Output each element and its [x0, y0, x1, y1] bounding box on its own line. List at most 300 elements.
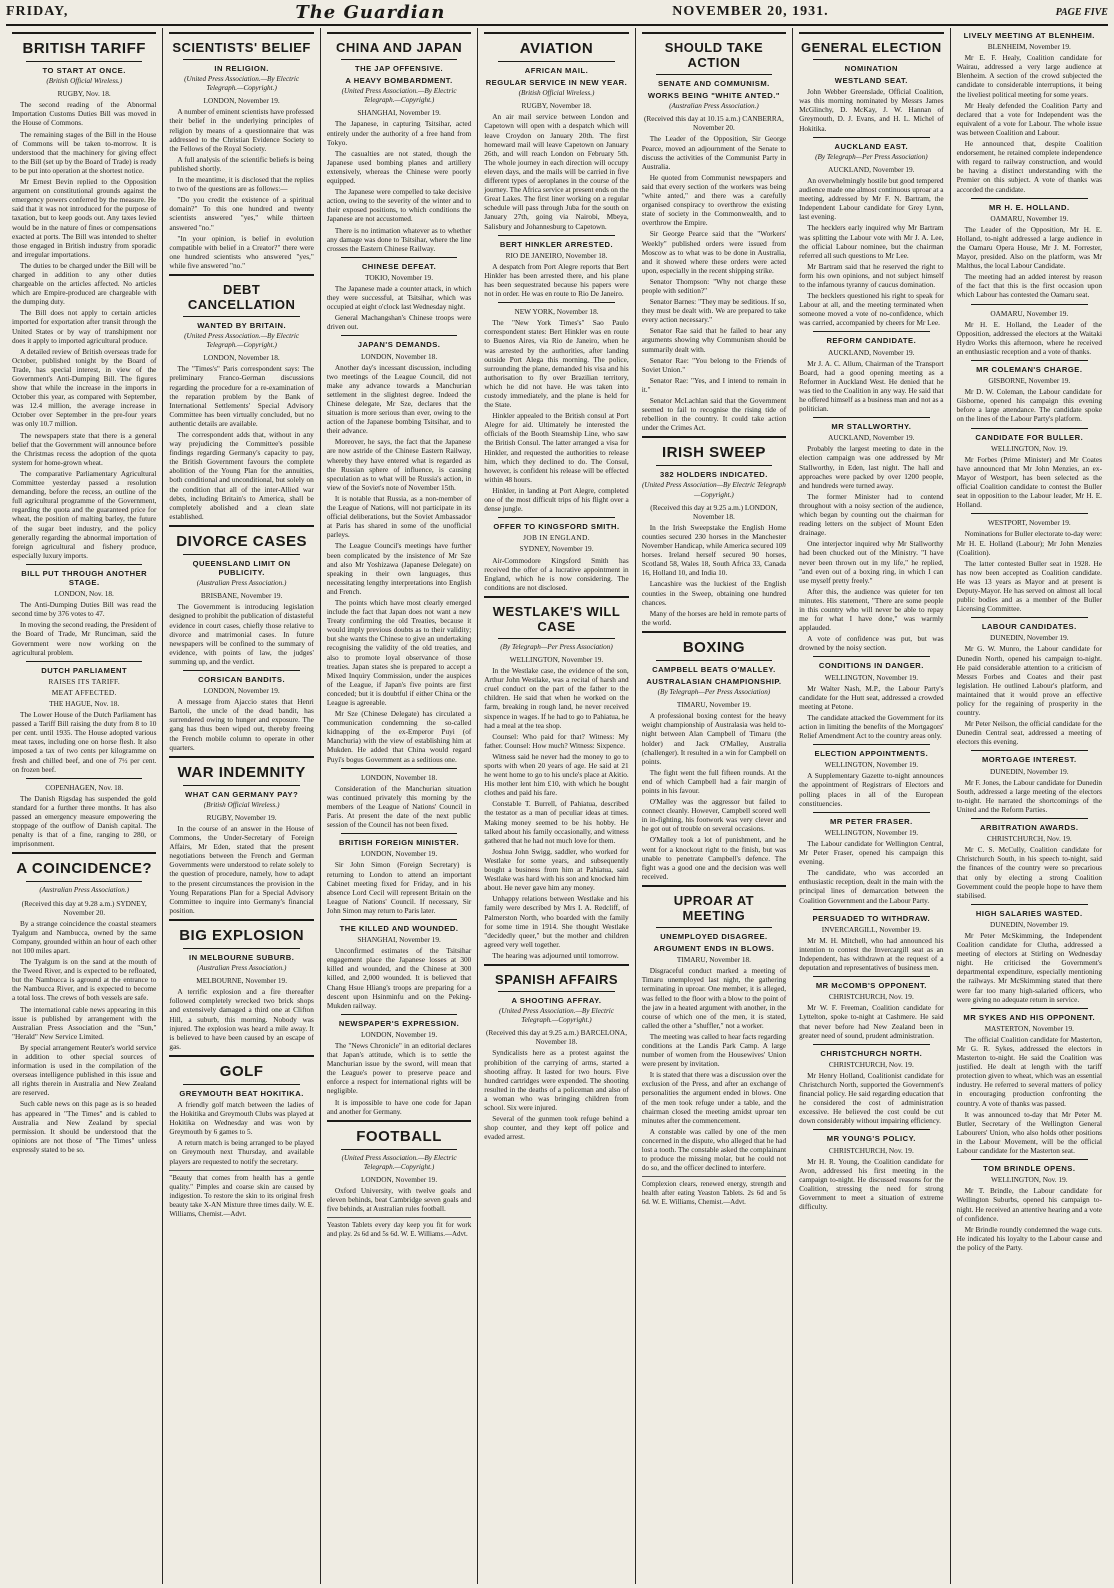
article-source: (By Telegraph—Per Press Association) — [815, 152, 928, 161]
article — [957, 513, 1102, 613]
article-dateline: SYDNEY, November 19. — [519, 544, 594, 554]
article — [957, 1159, 1102, 1252]
article-paragraph: The hecklers questioned his right to speak for Labour at all, and the meeting terminated when someone moved a vote of no-confidence, which was carried, accompanied by cheers for Mr Lee. — [799, 291, 944, 328]
article-subhead: QUEENSLAND LIMIT ON PUBLICITY. — [192, 558, 291, 578]
article-headline: UPROAR AT MEETING — [673, 892, 755, 923]
divider — [341, 833, 457, 834]
article-subhead: ARGUMENT ENDS IN BLOWS. — [653, 944, 775, 954]
article-subhead: TO START AT ONCE. — [42, 66, 126, 75]
divider — [183, 1084, 299, 1085]
divider — [341, 1149, 457, 1150]
article-subhead: AFRICAN MAIL. — [524, 66, 589, 75]
article-dateline: COPENHAGEN, Nov. 18. — [45, 782, 124, 792]
divider — [169, 1055, 313, 1057]
article-subhead: CHRISTCHURCH NORTH. — [820, 1048, 923, 1058]
article — [169, 670, 313, 752]
article-paragraph: A number of eminent scientists have professed their belief in the underlying principles of religion by means of a questionnaire that was addressed to the Christian Evidence Society to the Fellows of the Royal Society. — [169, 107, 314, 153]
article-dateline: WELLINGTON, November 19. — [824, 672, 919, 682]
article-headline: BRITISH TARIFF — [22, 40, 146, 57]
article-paragraph: Mr Healy defended the Coalition Party and declared that a vote for Independent was the equivalent of a vote for Labour. The whole issue was between Coalition and Labour. — [956, 100, 1102, 137]
article-paragraph: Mr Peter Neilson, the official candidate for the Dunedin Central seat, addressed a meeting of electors this evening. — [956, 719, 1102, 747]
article — [957, 360, 1102, 424]
article — [642, 436, 786, 627]
article-subhead: BRITISH FOREIGN MINISTER. — [339, 838, 460, 848]
article — [957, 428, 1102, 510]
article — [327, 257, 471, 332]
article-dateline: LONDON, November 19. — [203, 686, 280, 696]
article-dateline: LONDON, November 18. — [203, 353, 280, 363]
article-subhead: ELECTION APPOINTMENTS. — [814, 749, 929, 759]
article-paragraph: A terrific explosion and a fire thereafter followed completely wrecked two brick shops and extensively damaged a third one at Clifton Hill, a suburb, this morning. Nobody was injured. The explosion was heard a mile away. It is believed to have been caused by an escape of gas. — [169, 987, 314, 1051]
article-paragraph: A detailed review of British overseas trade for October, published tonight by the Board of Trade, has special interest, in view of the Government's Anti-Dumping Bill. The figures show that while the increase in the imports in October this year, as compared with September, was 12.4 million, the average increase in October over September in the pre-four years was only 10.7 million. — [12, 346, 157, 429]
article-subhead: BERT HINKLER ARRESTED. — [499, 239, 614, 249]
article-paragraph: Moreover, he says, the fact that the Japanese are now astride of the Chinese Eastern Railway, whereby they have entered what is regarded as the Russian sphere of influence, is causing speculation as to what will be Russia's action, in view of the Soviet's note of November 15th. — [326, 437, 472, 492]
article-dateline: CHRISTCHURCH, Nov. 19. — [986, 834, 1072, 844]
divider — [971, 750, 1088, 751]
article — [327, 768, 471, 830]
article-paragraph: Mr D. W. Coleman, the Labour candidate for Gisborne, opened his campaign this evening before a large attendance. The candidate spoke on the lines of the Labour Party's platform. — [956, 387, 1102, 424]
article-dateline: DUNEDIN, November 19. — [989, 633, 1069, 643]
article-paragraph: "In your opinion, is belief in evolution compatible with belief in a Creator?" there were one hundred scientists who answered "yes," while five answered "no." — [169, 233, 314, 270]
divider — [656, 660, 772, 661]
masthead-date: NOVEMBER 20, 1931. — [672, 4, 829, 19]
divider — [813, 331, 929, 332]
divider — [971, 904, 1088, 905]
article-paragraph: A despatch from Port Alegre reports that Bert Hinkler has been arrested there, and his plane has been sequestrated because his papers were not in order. He was en route to Rio De Janeiro. — [484, 261, 629, 299]
article-dateline: SHANGHAI, November 19. — [357, 108, 441, 118]
article-paragraph: He quoted from Communist newspapers and said that every section of the workers was being "white anted," and there was a carefully organised conspiracy to overthrow the existing state of society in the Commonwealth, and to overthrow the Empire. — [641, 172, 787, 228]
article-paragraph: Senator McLachlan said that the Government seemed to fail to recognise the rising tide of rebellion in the country. It could take action under the Crimes Act. — [641, 396, 787, 433]
article-subhead: MORTGAGE INTEREST. — [981, 755, 1077, 765]
divider — [341, 257, 457, 258]
article-headline: BIG EXPLOSION — [179, 926, 305, 944]
article-dateline: LONDON, Nov. 18. — [54, 589, 114, 599]
divider — [183, 670, 299, 671]
article-dateline: CHRISTCHURCH, Nov. 19. — [828, 1145, 914, 1155]
article-paragraph: The meeting was called to hear facts regarding conditions at the Landis Park Camp. A large number of women from the Housewives' Union were present by invitation. — [641, 1031, 787, 1069]
divider — [971, 428, 1088, 429]
divider — [26, 778, 142, 779]
article-paragraph: The Japanese were compelled to take decisive action, owing to the severity of the winter and to their exposed positions, to which conditions the Japanese are not accustomed. — [326, 187, 472, 224]
article-paragraph: In moving the second reading, the President of the Board of Trade, Mr Runciman, said the Government were now working on the agricultural problem. — [12, 620, 157, 657]
article-subhead: IN MELBOURNE SUBURB. — [188, 952, 295, 962]
article-subhead: AUSTRALASIAN CHAMPIONSHIP. — [646, 676, 782, 686]
column-6 — [793, 28, 950, 1584]
article — [169, 756, 313, 915]
article-paragraph: Oxford University, with twelve goals and eleven behinds, beat Cambridge seven goals and five behinds, at Australian rules football. — [326, 1186, 472, 1214]
article-paragraph: Mr Sze (Chinese Delegate) has circulated a communication condemning the so-called kidnapping of the ex-Emperor Puyi (of Manchuria) with the view of establishing him at Mukden. He added that China would regard Puyi's bogus Government as a seditious one. — [326, 709, 472, 764]
divider — [971, 304, 1088, 305]
divider — [813, 59, 929, 60]
divider — [12, 852, 156, 854]
article — [799, 656, 943, 740]
divider — [498, 61, 614, 62]
divider — [341, 1014, 457, 1015]
article-subhead: REGULAR SERVICE IN NEW YEAR. — [485, 78, 628, 88]
article-paragraph: Mr W. F. Freeman, Coalition candidate for Lyttelton, spoke to-night at Cashmere. He said that never before had New Zealand been in greater need of sound, prudent administration. — [799, 1003, 944, 1040]
divider — [971, 360, 1088, 361]
masthead-paper-title: The Guardian — [295, 1, 446, 23]
article-source: (United Press Association.—By Electric Telegraph.—Copyright.) — [341, 1153, 457, 1171]
article-paragraph: Many of the horses are held in remote parts of the world. — [641, 608, 787, 627]
article — [484, 596, 628, 960]
article — [12, 852, 156, 1154]
divider — [341, 59, 457, 60]
article-subhead: SENATE AND COMMUNISM. — [658, 79, 770, 88]
article-source: (By Telegraph—Per Press Association) — [657, 688, 771, 697]
article-dateline: BLENHEIM, November 19. — [987, 42, 1071, 52]
article-dateline: (Received this day at 9.25 a.m.) LONDON, November 18. — [650, 502, 778, 521]
divider — [169, 525, 313, 527]
article-subhead: NOMINATION — [844, 64, 899, 73]
article-subhead: NEWSPAPER'S EXPRESSION. — [338, 1018, 460, 1028]
article — [484, 964, 628, 1141]
divider — [971, 617, 1088, 618]
advertisement: "Beauty that comes from health has a gentle quality." Pimples and coarse skin are caused by indigestion. To restore the skin to its original fresh beauty take X-AN Mixture three times daily. W. E. Williams, Chemist.—Advt. — [169, 1170, 313, 1219]
article-paragraph: Consideration of the Manchurian situation was continued privately this morning by the members of the League of Nations' Council in Paris. At present the date of the next public session of the Council has not been fixed. — [326, 783, 472, 830]
article-paragraph: O'Malley took a lot of punishment, and he went for a knockout right to the finish, but was unable to penetrate Campbell's defence. The fight was a good one and the decision was well received. — [641, 835, 787, 881]
divider — [169, 756, 313, 758]
article-paragraph: The "News Chronicle" in an editorial declares that Japan's attitude, which is to settle the Manchurian issue by the sword, will mean that the League's power to preserve peace and enforce a respect for international rights will be negligible. — [326, 1041, 472, 1096]
divider — [813, 417, 929, 418]
article-subhead: MR YOUNG'S POLICY. — [826, 1134, 916, 1144]
article-paragraph: Mr Henry Holland, Coalitionist candidate for Christchurch North, supported the Government's financial policy. He said regarding education that he considered the cost of administration excessive. He believed the cost could be cut down considerably without impairing efficiency. — [799, 1070, 944, 1126]
article-paragraph: Mr Ernest Bevin replied to the Opposition argument on constitutional grounds against the emergency powers conferred by the measure. He said that it was not introduced for the purpose of taxation, but to keep goods out. Any taxes levied would be in the nature of fines or compensations exacted at ports. The Bill was intended to shelter those engaged in British industry from sporadic and irregular importations. — [12, 177, 157, 259]
masthead-page-number: PAGE FIVE — [1055, 6, 1108, 18]
divider — [813, 1044, 929, 1045]
article-paragraph: The casualties are not stated, though the Japanese used bombing planes and artillery extensively, whereas the Chinese were poorly equipped. — [326, 148, 472, 186]
article-dateline: WELLINGTON, November 19. — [824, 760, 919, 770]
article-dateline: DUNEDIN, November 19. — [989, 766, 1069, 776]
article-paragraph: He announced that, despite Coalition endorsement, he retained complete independence with regard to railway construction, and would be having a distinct understanding with the Premier on this subject. A vote of thanks was accorded the candidate. — [956, 139, 1102, 194]
article-dateline: LONDON, November 18. — [360, 772, 438, 782]
column-7 — [951, 28, 1108, 1584]
article-paragraph: The former Minister had to contend throughout with a noisy section of the audience, which began by counting out the chairman for reading letters on the subject of Mount Eden drainage. — [799, 491, 944, 538]
article-paragraph: Mr H. E. Holland, the Leader of the Opposition, addressed the electors at the Waitaki Hydro Works this afternoon, where he received an enthusiastic reception and a vote of thanks. — [956, 319, 1102, 356]
article-paragraph: Senator Thompson: "Why not charge these people with sedition?" — [641, 276, 787, 295]
divider — [498, 991, 614, 992]
article-headline: WESTLAKE'S WILL CASE — [492, 603, 621, 634]
article — [957, 31, 1102, 194]
article — [799, 32, 943, 133]
divider — [26, 881, 142, 882]
article-paragraph: The fight went the full fifteen rounds. At the end of which Campbell had a fair margin of points in his favour. — [641, 767, 787, 795]
article-dateline: INVERCARGILL, November 19. — [821, 924, 921, 934]
article — [169, 1055, 313, 1166]
article-paragraph: Constable T. Burrell, of Pahiatua, described the testator as a man of peculiar ideas at times. Making money seemed to be his hobby. He talked about his family occasionally, and witness gathered that he had not much love for them. — [484, 799, 629, 845]
article-subhead: PERSUADED TO WITHDRAW. — [812, 913, 931, 923]
article-paragraph: Mr M. H. Mitchell, who had announced his intention to contest the Invercargill seat as an Independent, has withdrawn at the request of a deputation and representatives of business men. — [799, 935, 944, 973]
article-paragraph: It is stated that there was a discussion over the exclusion of the Press, and after an exchange of personalities the argument ended in blows. One of the men took refuge under a table, and the chairman closed the meeting amidst uproar ten minutes after the commencement. — [641, 1070, 787, 1125]
article-headline: SPANISH AFFAIRS — [494, 971, 619, 987]
article-subhead: GREYMOUTH BEAT HOKITIKA. — [179, 1088, 304, 1098]
article-subhead: DUTCH PARLIAMENT — [41, 665, 128, 675]
article-paragraph: Senator Barnes: "They may be seditious. If so, they must be dealt with. We are prepared to take every action necessary." — [641, 297, 787, 325]
article-headline: GOLF — [219, 1062, 264, 1080]
article-paragraph: The official Coalition candidate for Masterton, Mr G. R. Sykes, addressed the electors in Masterton to-night. He said the Coalition was justified. He dealt at length with the tariff protection given to wheat, which was an essential industry. He referred to several matters of policy in encouraging production confronting the country. A vote of thanks was passed. — [956, 1034, 1102, 1108]
article-subhead: WORKS BEING "WHITE ANTED." — [647, 91, 780, 101]
article-subhead: CONDITIONS IN DANGER. — [818, 661, 924, 671]
article-paragraph: Unconfirmed estimates of the Tsitsihar engagement place the Japanese losses at 300 killed and wounded, and the Chinese at 300 killed, and 2,000 wounded. It is believed that Chang Hsue Hliang's troops are preparing for a descent upon Hsinminfu and on the Peking-Mukden railway. — [326, 946, 472, 1010]
article-paragraph: By special arrangement Reuter's world service in addition to other special sources of information is used in the compilation of the overseas intelligence published in this issue and all rights therein in Australia and New Zealand are reserved. — [12, 1042, 157, 1098]
article-subhead: MR COLEMAN'S CHARGE. — [976, 365, 1083, 374]
article-paragraph: Sir John Simon (Foreign Secretary) is returning to London to attend an important Cabinet meeting fixed for Friday, and in his absence Lord Cecil will represent Britain on the League of Nations' Council. If necessary, Sir John Simon may return to Paris later. — [326, 860, 472, 915]
article-paragraph: A return match is being arranged to be played on Greymouth next Thursday, and available players are requested to notify the secretary. — [169, 1138, 314, 1166]
article-paragraph: The hearing was adjourned until tomorrow. — [492, 950, 619, 960]
article — [169, 919, 313, 1051]
article-paragraph: Mr G. W. Munro, the Labour candidate for Dunedin North, opened his campaign to-night. He paid considerable attention to a criticism of Messrs Forbes and Coates and their past legislation. He outlined Labour's platform, and maintained that it would prove an effective policy for the regaining of prosperity in the country. — [956, 644, 1102, 718]
divider — [498, 517, 614, 518]
article-subhead: MR PETER FRASER. — [830, 816, 913, 826]
divider — [813, 976, 929, 977]
article-subhead: LABOUR CANDIDATES. — [981, 622, 1077, 632]
article-paragraph: Disgraceful conduct marked a meeting of Timaru unemployed last night, the gathering terminating in uproar. One member, it is alleged, was felled to the floor with a blow to the point of the jaw in a heated argument with another, in the course of which one of the men, it is stated, called the other a "shuffler," not a worker. — [641, 966, 787, 1030]
article-headline: GENERAL ELECTION — [801, 40, 942, 55]
article-paragraph: The duties to be charged under the Bill will be charged in addition to any other duties chargeable on the articles affected. No articles which are Empire-produced are chargeable with the dumping duty. — [12, 260, 157, 307]
divider — [656, 74, 772, 75]
article — [327, 919, 471, 1010]
article-paragraph: In the course of an answer in the House of Commons, the Under-Secretary of Foreign Affairs, Mr Eden, stated that the present negotiations between the French and German Governments were understood to relate solely to the question of procedure, namely, how to adapt to the present circumstances the provision in the Young Reparations Plan for a Special Advisory Committee to inquire into Germany's financial position. — [169, 824, 314, 915]
article-dateline: AUCKLAND, November 19. — [828, 164, 915, 174]
article-paragraph: Mr E. F. Healy, Coalition candidate for Wairau, addressed a very large audience at Blenheim. A section of the crowd subjected the candidate to considerable interruptions, it being the liveliest political meeting for some years. — [956, 53, 1102, 99]
article-dateline: THE HAGUE, Nov. 18. — [49, 699, 120, 708]
article-paragraph: Mr Brindle roundly condemned the wage cuts. He indicated his loyalty to the Labour cause and the policy of the Party. — [956, 1224, 1102, 1252]
advertisement: Yeaston Tablets every day keep you fit for work and play. 2s 6d and 5s 6d. W. E. Williams.—Advt. — [327, 1217, 471, 1239]
divider — [169, 919, 313, 921]
article-paragraph: Probably the largest meeting to date in the election campaign was one addressed by Mr Stallworthy, in Eden, last night. The hall and approaches were packed by over 1200 people, and hundreds were turned away. — [799, 444, 944, 490]
article — [484, 517, 628, 592]
divider — [642, 885, 786, 887]
divider — [498, 302, 614, 303]
divider — [26, 61, 142, 62]
divider — [656, 927, 772, 928]
article-source: (United Press Association.—By Electric Telegraph.—Copyright.) — [184, 332, 300, 350]
article-dateline: RUGBY, November 19. — [206, 812, 277, 822]
divider — [642, 436, 786, 438]
article-dateline: CHRISTCHURCH, Nov. 19. — [828, 1059, 914, 1069]
article-subhead: UNEMPLOYED DISAGREE. — [660, 931, 768, 941]
article-paragraph: Senator Rae said that he failed to hear any arguments showing why Communism should be summarily dealt with. — [641, 326, 787, 354]
article — [957, 1008, 1102, 1155]
article-paragraph: A vote of confidence was put, but was drowned by the noisy section. — [799, 634, 944, 653]
article-paragraph: "Do you credit the existence of a spiritual domain?" To this one hundred and twenty scientists answered "yes," while thirteen answered "no." — [169, 195, 314, 232]
article-dateline: MASTERTON, November 19. — [984, 1023, 1074, 1033]
article-dateline: NEW YORK, November 18. — [514, 307, 599, 317]
article-source: (United Press Association.—By Electric Telegraph.—Copyright.) — [499, 1007, 614, 1025]
article-dateline: OAMARU, November 19. — [990, 308, 1069, 318]
article-paragraph: The correspondent adds that, without in any way prejudicing the Committee's possible findings regarding Germany's capacity to pay, the British Government favours the complete abolition of the Young Plan for the annuities, both conditional and unconditional, but solely on the condition that all of the inter-Allied war debts, including Britain's to America, shall be completely abolished and a clean slate established. — [169, 430, 314, 521]
article-dateline: TIMARU, November 18. — [676, 955, 752, 965]
article-subhead: JOB IN ENGLAND. — [523, 533, 590, 543]
article — [169, 525, 313, 666]
article-paragraph: By a strange coincidence the coastal steamers Tyalgum and Nambucca, owned by the same Company, grounded within an hour of each other not 100 miles apart. — [12, 918, 157, 955]
article-paragraph: An overwhelmingly hostile but good tempered audience made one almost continuous uproar at a meeting, addressed by Mr F. N. Bartram, the Independent Labour candidate for Grey Lynn, last evening. — [799, 175, 944, 222]
divider — [813, 1129, 929, 1130]
article-paragraph: Mr T. Brindle, the Labour candidate for Wellington Suburbs, opened his campaign to-night. He received an attentive hearing and a vote of confidence. — [956, 1186, 1102, 1223]
article-dateline: RUGBY, November 18. — [521, 101, 592, 111]
article-dateline: (Received this day at 9.25 a.m.) BARCELONA, November 18. — [485, 1028, 628, 1047]
article-source: (Australian Press Association.) — [669, 102, 759, 111]
article — [484, 32, 628, 231]
article-paragraph: Such cable news on this page as is so headed has appeared in "The Times" and is cabled to Australia and New Zealand by special permission. It should be understood that the opinions are not those of "The Times" unless expressly stated to be so. — [12, 1099, 157, 1154]
article-source: (Australian Press Association.) — [39, 886, 130, 895]
article-paragraph: The Bill does not apply to certain articles imported for exportation after transit through the United States or by way of transhipment nor does it apply to imported agricultural produce. — [12, 308, 157, 345]
article-paragraph: Nominations for Buller electorate to-day were: Mr H. E. Holland (Labour); Mr John Menzies (Coalition). — [956, 529, 1102, 557]
column-5 — [636, 28, 793, 1584]
article-paragraph: A message from Ajaccio states that Henri Bartoli, the uncle of the dead bandit, has surrendered owing to hunger and exposure. The gang has thus been wiped out, thereby freeing the French mobile column to operate in other quarters. — [169, 697, 314, 752]
article-paragraph: The Japanese made a counter attack, in which they were successful, at Tsitsihar, which was occupied at eight o'clock last Wednesday night. — [326, 283, 472, 312]
article-paragraph: Counsel: Who paid for that? Witness: My father. Counsel: How much? Witness: Sixpence. — [484, 731, 629, 750]
article-paragraph: A full analysis of the scientific beliefs is being published shortly. — [169, 154, 314, 173]
advertisement: Complexion clears, renewed energy, strength and health after eating Yeaston Tablets. 2s 6d and 5s 6d. W. E. Williams, Chemist.—Advt. — [642, 1176, 786, 1207]
article — [327, 335, 471, 763]
article-dateline: WELLINGTON, November 19. — [509, 654, 604, 664]
divider — [971, 513, 1088, 514]
article — [12, 661, 156, 774]
divider — [498, 235, 614, 236]
column-1 — [6, 28, 163, 1584]
divider — [183, 316, 299, 317]
column-4 — [478, 28, 635, 1584]
article-paragraph: Mr Bartram said that he reserved the right to form his own opinions, and not subject himself to the infamous tyranny of caucus domination. — [799, 261, 944, 289]
masthead — [6, 0, 1108, 26]
article-paragraph: The League Council's meetings have further been complicated by the insistence of Mr Sze and also Mr Yoshizawa (Japanese Delegate) on speaking in their own languages, thus necessitating lengthy interpretations into English and French. — [326, 541, 472, 596]
article-headline: BOXING — [682, 638, 746, 656]
article-subhead: WANTED BY BRITAIN. — [197, 320, 287, 330]
article-paragraph: Mr Peter McSkimming, the Independent Coalition candidate for Clutha, addressed a meeting of electors at Stirling on Wednesday night. He criticised the Government's departmental expenditure, especially mentioning the railways. Mr McSkimming stated that there were far too many high-salaried officers, who were giving no adequate return in service. — [956, 930, 1102, 1004]
article-paragraph: It is notable that Russia, as a non-member of the League of Nations, will not participate in its official deliberations, but the Soviet Ambassador at Paris has shared in some of the unofficial parleys. — [326, 493, 472, 540]
article-paragraph: One interjector inquired why Mr Stallworthy had been chucked out of the Ministry. "I have never been thrown out in my life," he replied, "and even out of a boxing ring, in which I can use myself pretty freely." — [799, 539, 944, 585]
article-paragraph: A professional boxing contest for the heavy weight championship of Australasia was held to-night between Alan Campbell of Timaru (the holder) and Jack O'Malley, Australia (challenger). It resulted in a win for Campbell on points. — [641, 711, 787, 766]
article — [799, 976, 943, 1040]
article-headline: SCIENTISTS' BELIEF — [172, 40, 311, 55]
article-source: (United Press Association—By Electric Telegraph—Copyright.) — [641, 481, 786, 499]
article-dateline: WELLINGTON, November 19. — [824, 827, 919, 837]
article-subhead: THE KILLED AND WOUNDED. — [339, 923, 459, 933]
article-paragraph: In the meantime, it is disclosed that the replies to two of the questions are as follows:— — [169, 175, 314, 194]
article — [327, 1120, 471, 1214]
article-subhead: OFFER TO KINGSFORD SMITH. — [493, 522, 620, 532]
article-paragraph: The Danish Rigsdag has suspended the gold standard for a further three months. It has also passed an emergency measure empowering the stoppage of the outflow of Danish capital. The penalty is that of a fine, ranging to 280, or imprisonment. — [12, 793, 157, 849]
divider — [484, 32, 628, 34]
divider — [484, 596, 628, 598]
article-subhead: 382 HOLDERS INDICATED. — [659, 470, 768, 480]
article-paragraph: Mr J. A. C. Allum, Chairman of the Transport Board, had a good opening meeting as a Reformer in Auckland West. He denied that he was tied to the Coalition in any way. He said that he offered himself as a business man and not as a politician. — [799, 358, 944, 414]
article-paragraph: The hecklers early inquired why Mr Bartram was splitting the Labour vote with Mr J. A. Lee, the official Labour nominee, but the chairman referred all such questions to Mr Lee. — [799, 223, 944, 260]
article — [799, 744, 943, 808]
article-paragraph: Joshua John Swigg, saddler, who worked for Westlake for some years, and subsequently bought a business from him at Pahiatua, said Westlake was hard with his son and knocked him about. He never gave him any money. — [484, 846, 629, 893]
article-dateline: RUGBY, Nov. 18. — [57, 89, 111, 99]
article-source: (By Telegraph—Per Press Association) — [500, 642, 613, 651]
divider — [327, 32, 471, 34]
article-headline: CHINA AND JAPAN — [335, 40, 463, 55]
article-subhead: WHAT CAN GERMANY PAY? — [185, 789, 299, 799]
article-paragraph: The latter contested Buller seat in 1928. He has now been accepted as Coalition candidate. He was 13 years as Mayor and at present is Deputy-Mayor. He has served on almost all local public bodies and as a member of the Buller Licensing Committee. — [956, 558, 1102, 614]
divider — [183, 948, 299, 949]
divider — [26, 564, 142, 565]
article-source: (British Official Wireless.) — [46, 77, 123, 86]
article-headline: FOOTBALL — [356, 1127, 442, 1145]
article-headline: SHOULD TAKE ACTION — [664, 40, 764, 70]
article-paragraph: General Machangshan's Chinese troops were driven out. — [326, 313, 472, 332]
article-paragraph: The meeting had an added interest by reason of the fact that this is the first occasion upon which Labour has contested the Oamaru seat. — [956, 272, 1102, 300]
article-dateline: OAMARU, November 19. — [990, 213, 1069, 223]
article — [169, 274, 313, 521]
divider — [656, 465, 772, 466]
divider — [642, 32, 786, 34]
article-paragraph: The international cable news appearing in this issue is published by arrangement with the Australian Press Association and the "Sun," "Herald" New Service Limited. — [12, 1004, 157, 1041]
article-paragraph: Mr Walter Nash, M.P., the Labour Party's candidate for the Hutt seat, addressed a crowded meeting at Petone. — [799, 683, 944, 711]
article-source: (United Press Association.—By Electric Telegraph.—Copyright.) — [184, 75, 300, 93]
divider — [12, 32, 156, 34]
article-subhead: MEAT AFFECTED. — [51, 687, 117, 697]
article — [799, 1044, 943, 1126]
article-paragraph: Another day's incessant discussion, including two meetings of the League Council, did not make any advance towards a Manchurian settlement in the slightest degree. Indeed the Chinese delegate, Mr Sze, declares that the situation is more serious than ever, owing to the action of the Japanese bombing Tsitsihar, and to their advance. — [326, 362, 472, 436]
article-dateline: AUCKLAND, November 19. — [828, 433, 915, 443]
article-subhead: MR H. E. HOLLAND. — [988, 202, 1070, 212]
article-paragraph: It was announced to-day that Mr Peter M. Butler, Secretary of the Wellington General Labourers' Union, who also holds other positions in the Labour Movement, will be the official Labour candidate for the Masterton seat. — [956, 1109, 1102, 1156]
article-paragraph: Mr H. R. Young, the Coalition candidate for Avon, addressed his first meeting in the campaign to-night. He discussed reasons for the Coalition, stressing the need for strong Government to meet a situation of extreme difficulty. — [799, 1156, 944, 1212]
article-subhead: JAPAN'S DEMANDS. — [357, 340, 441, 350]
divider — [484, 964, 628, 966]
article — [957, 304, 1102, 356]
article-paragraph: The candidate, who was accorded an enthusiastic reception, dealt in the main with the principal lines of demarcation between the Coalition Government and the Labour Party. — [799, 868, 944, 905]
article-subhead: A HEAVY BOMBARDMENT. — [345, 76, 453, 86]
divider — [341, 768, 457, 769]
article-paragraph: Hinkler, in landing at Port Alegre, completed one of the most difficult trips of his flight over a dense jungle. — [484, 485, 629, 514]
article-source: (Australian Press Association.) — [196, 964, 287, 973]
divider — [169, 274, 313, 276]
article-dateline: BRISBANE, November 19. — [200, 591, 283, 601]
article — [12, 564, 156, 657]
article-dateline: RIO DE JANEIRO, November 18. — [505, 250, 608, 260]
article-paragraph: The Leader of the Opposition, Sir George Pearce, moved an adjournment of the Senate to discuss the activities of the Communist Party in Australia. — [641, 134, 787, 171]
article-source: (British Official Wireless.) — [518, 89, 595, 98]
article-dateline: LONDON, November 18. — [360, 351, 438, 361]
article-subhead: REFORM CANDIDATE. — [826, 336, 917, 346]
article-paragraph: Witness said he never had the money to go to sports with when 20 years of age. He said at 21 he went home to go to his uncle's place at Akitio. His mother lent him £10, with which he bought clothes and paid his fare. — [484, 751, 629, 798]
article-headline: AVIATION — [519, 40, 594, 57]
article-subhead: LIVELY MEETING AT BLENHEIM. — [963, 31, 1095, 40]
article-paragraph: The remaining stages of the Bill in the House of Commons will be taken to-morrow. It is understood that the machinery for giving effect to the Bill (set up by the Board of Trade) is ready to be put into operation at the shortest notice. — [12, 129, 157, 175]
article-headline: A COINCIDENCE? — [16, 860, 153, 878]
divider — [813, 812, 929, 813]
article-subhead: BILL PUT THROUGH ANOTHER STAGE. — [21, 568, 148, 587]
article-paragraph: The Anti-Dumping Duties Bill was read the second time by 376 votes to 47. — [12, 600, 157, 619]
article — [484, 235, 628, 299]
article-paragraph: Air-Commodore Kingsford Smith has received the offer of a lucrative appointment in England, which he is now considering. The conditions are not disclosed. — [484, 555, 629, 592]
divider — [183, 59, 299, 60]
divider — [183, 785, 299, 786]
article-dateline: LONDON, November 19. — [360, 849, 438, 859]
article-subhead: CANDIDATE FOR BULLER. — [975, 432, 1084, 442]
divider — [498, 638, 614, 639]
article-paragraph: Syndicalists here as a protest against the prohibition of the carrying of arms, started a shooting affray. It lasted for two hours. Five hundred cartridges were expended. The shooting resulted in the deaths of a policeman and also of a woman who was bringing children from school. Six were injured. — [484, 1048, 629, 1112]
article-dateline: MELBOURNE, November 19. — [196, 976, 288, 986]
article — [957, 617, 1102, 746]
article-paragraph: The Japanese, in capturing Tsitsihar, acted entirely under the authority of a free hand from Tokyo. — [326, 119, 472, 147]
divider — [26, 661, 142, 662]
article — [799, 1129, 943, 1211]
article-paragraph: Mr C. S. McCully, Coalition candidate for Christchurch South, in his speech to-night, said the finances of the country were so precarious that only by electing a strong Coalition Government could the people hope to have them stabilised. — [956, 845, 1102, 900]
divider — [183, 554, 299, 555]
divider — [327, 1120, 471, 1122]
article-dateline: CHRISTCHURCH, Nov. 19. — [828, 992, 914, 1002]
article-paragraph: An air mail service between London and Capetown will open with a despatch which will leave Croydon on January 20th. The first homeward mail will leave Capetown on January 26th, and will reach London on February 5th. The whole journey in each direction will occupy eleven days, and the mails will be carried in five different types of aeroplanes in the course of the journey. The Africa service at present ends on the Great Lakes. The first liner working on a regular schedule will pass through Juba for the south on January 27th, going via Nairobi, Mbeya, Salisbury and Johannesburg to Capetown. — [484, 112, 629, 231]
article-subhead: MR STALLWORTHY. — [831, 422, 912, 432]
article — [327, 833, 471, 915]
divider — [971, 1008, 1088, 1009]
